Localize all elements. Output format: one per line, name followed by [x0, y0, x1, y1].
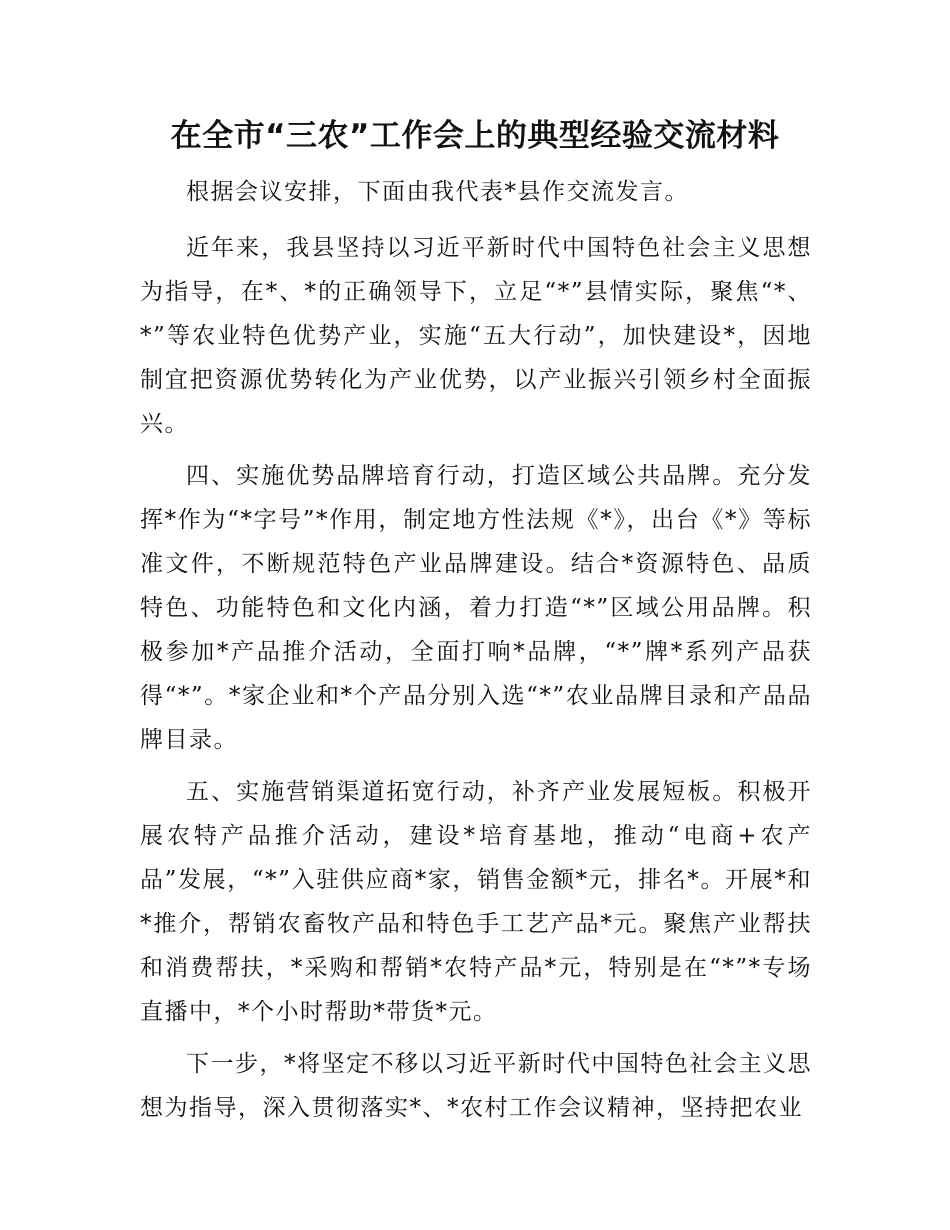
document-body: [140, 170, 812, 1138]
document-title: 在全市“三农”工作会上的典型经验交流材料: [170, 118, 780, 154]
paragraph-intro: 根据会议安排，下面由我代表*县作交流发言。: [186, 179, 689, 205]
paragraph-marketing-action: 五、实施营销渠道拓宽行动，补齐产业发展短板。积极开展农特产品推介活动，建设*培育基地，推动“电商+农产品”发展，“*”入驻供应商*家，销售金额*元，排名*。开展*和*推介，帮销农畜牧产品和特色手工艺产品*元。聚焦产业帮扶和消费帮扶，*采购和帮销*农特产品*元，特别是在“*”*专场直播中，*个小时帮助*带货*元。: [140, 779, 812, 1025]
paragraph-next-steps: 下一步，*将坚定不移以习近平新时代中国特色社会主义思想为指导，深入贯彻落实*、*农村工作会议精神，坚持把农业: [140, 1051, 812, 1121]
paragraph-overview: 近年来，我县坚持以习近平新时代中国特色社会主义思想为指导，在*、*的正确领导下，立足“*”县情实际，聚焦“*、*”等农业特色优势产业，实施“五大行动”，加快建设*，因地制宜把资源优势转化为产业优势，以产业振兴引领乡村全面振兴。: [140, 235, 812, 437]
paragraph-brand-action: 四、实施优势品牌培育行动，打造区域公共品牌。充分发挥*作为“*字号”*作用，制定地方性法规《*》，出台《*》等标准文件，不断规范特色产业品牌建设。结合*资源特色、品质特色、功能特色和文化内涵，着力打造“*”区域公用品牌。积极参加*产品推介活动，全面打响*品牌，“*”牌*系列产品获得“*”。*家企业和*个产品分别入选“*”农业品牌目录和产品品牌目录。: [140, 463, 812, 753]
